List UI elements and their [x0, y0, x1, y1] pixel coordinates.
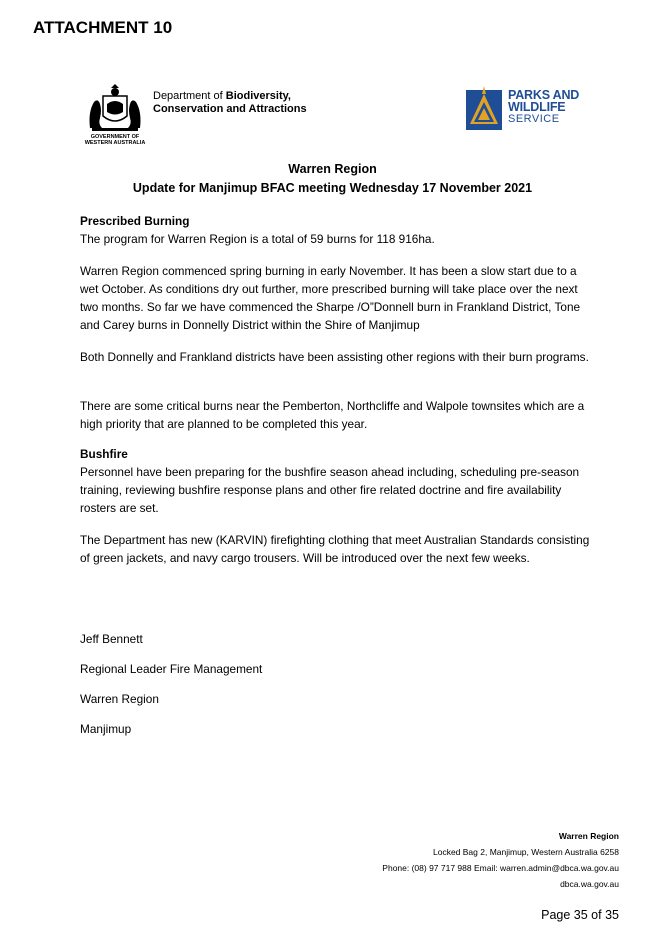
paragraph-spring-burning: Warren Region commenced spring burning in early November. It has been a slow start due to a wet October. As conditions dry out further, more prescribed burning will take place over the next two months. So far we have commenced the Sharpe /O”Donnell burn in Frankland District, Tone and Carey burns in Donnelly District within the Shire of Manjimup [80, 264, 581, 332]
paragraph-districts: Both Donnelly and Frankland districts have been assisting other regions with their burn programs. [80, 350, 589, 364]
wa-government-crest-icon [80, 84, 150, 134]
title-update: Update for Manjimup BFAC meeting Wednesday 17 November 2021 [132, 181, 533, 195]
footer-website: dbca.wa.gov.au [560, 879, 619, 889]
signature-region: Warren Region [80, 692, 159, 706]
signature-town: Manjimup [80, 722, 132, 736]
section-prescribed-burning [80, 212, 590, 248]
footer-address: Locked Bag 2, Manjimup, Western Australia 6258 [432, 847, 619, 857]
footer-contact [382, 828, 619, 892]
footer-phone-email: Phone: (08) 97 717 988 Email: warren.admin@dbca.wa.gov.au [382, 863, 619, 873]
paragraph-personnel: Personnel have been preparing for the bushfire season ahead including, scheduling pre-season training, reviewing bushfire response plans and other fire related doctrine and fire availability rosters are set. [80, 465, 580, 515]
heading-prescribed-burning: Prescribed Burning [80, 214, 190, 228]
pws-line2: WILDLIFE [508, 100, 566, 114]
pws-line1: PARKS AND [508, 88, 580, 102]
heading-bushfire: Bushfire [80, 447, 128, 461]
attachment-label: ATTACHMENT 10 [33, 18, 173, 37]
signature-role: Regional Leader Fire Management [80, 662, 263, 676]
title-region: Warren Region [288, 162, 377, 176]
footer-title: Warren Region [558, 831, 619, 841]
parks-wildlife-emblem-icon [464, 84, 504, 132]
government-label: GOVERNMENT OF WESTERN AUSTRALIA [84, 134, 146, 146]
section-bushfire [80, 445, 590, 517]
paragraph-karvin-clothing: The Department has new (KARVIN) firefighting clothing that meet Australian Standards consisting of green jackets, and navy cargo trousers. Will be introduced over the next few weeks. [80, 533, 590, 565]
paragraph-critical-burns: There are some critical burns near the Pemberton, Northcliffe and Walpole townsites which are a high priority that are planned to be completed this year. [80, 399, 585, 431]
dbca-logo [80, 84, 320, 148]
signature-name: Jeff Bennett [80, 632, 143, 646]
pws-line3: SERVICE [508, 113, 560, 125]
page-number: Page 35 of 35 [541, 908, 619, 922]
paragraph-program: The program for Warren Region is a total of 59 burns for 118 916ha. [80, 232, 435, 246]
parks-wildlife-logo [464, 84, 594, 134]
department-name: Department of Biodiversity, Conservation and Attractions [153, 90, 307, 115]
